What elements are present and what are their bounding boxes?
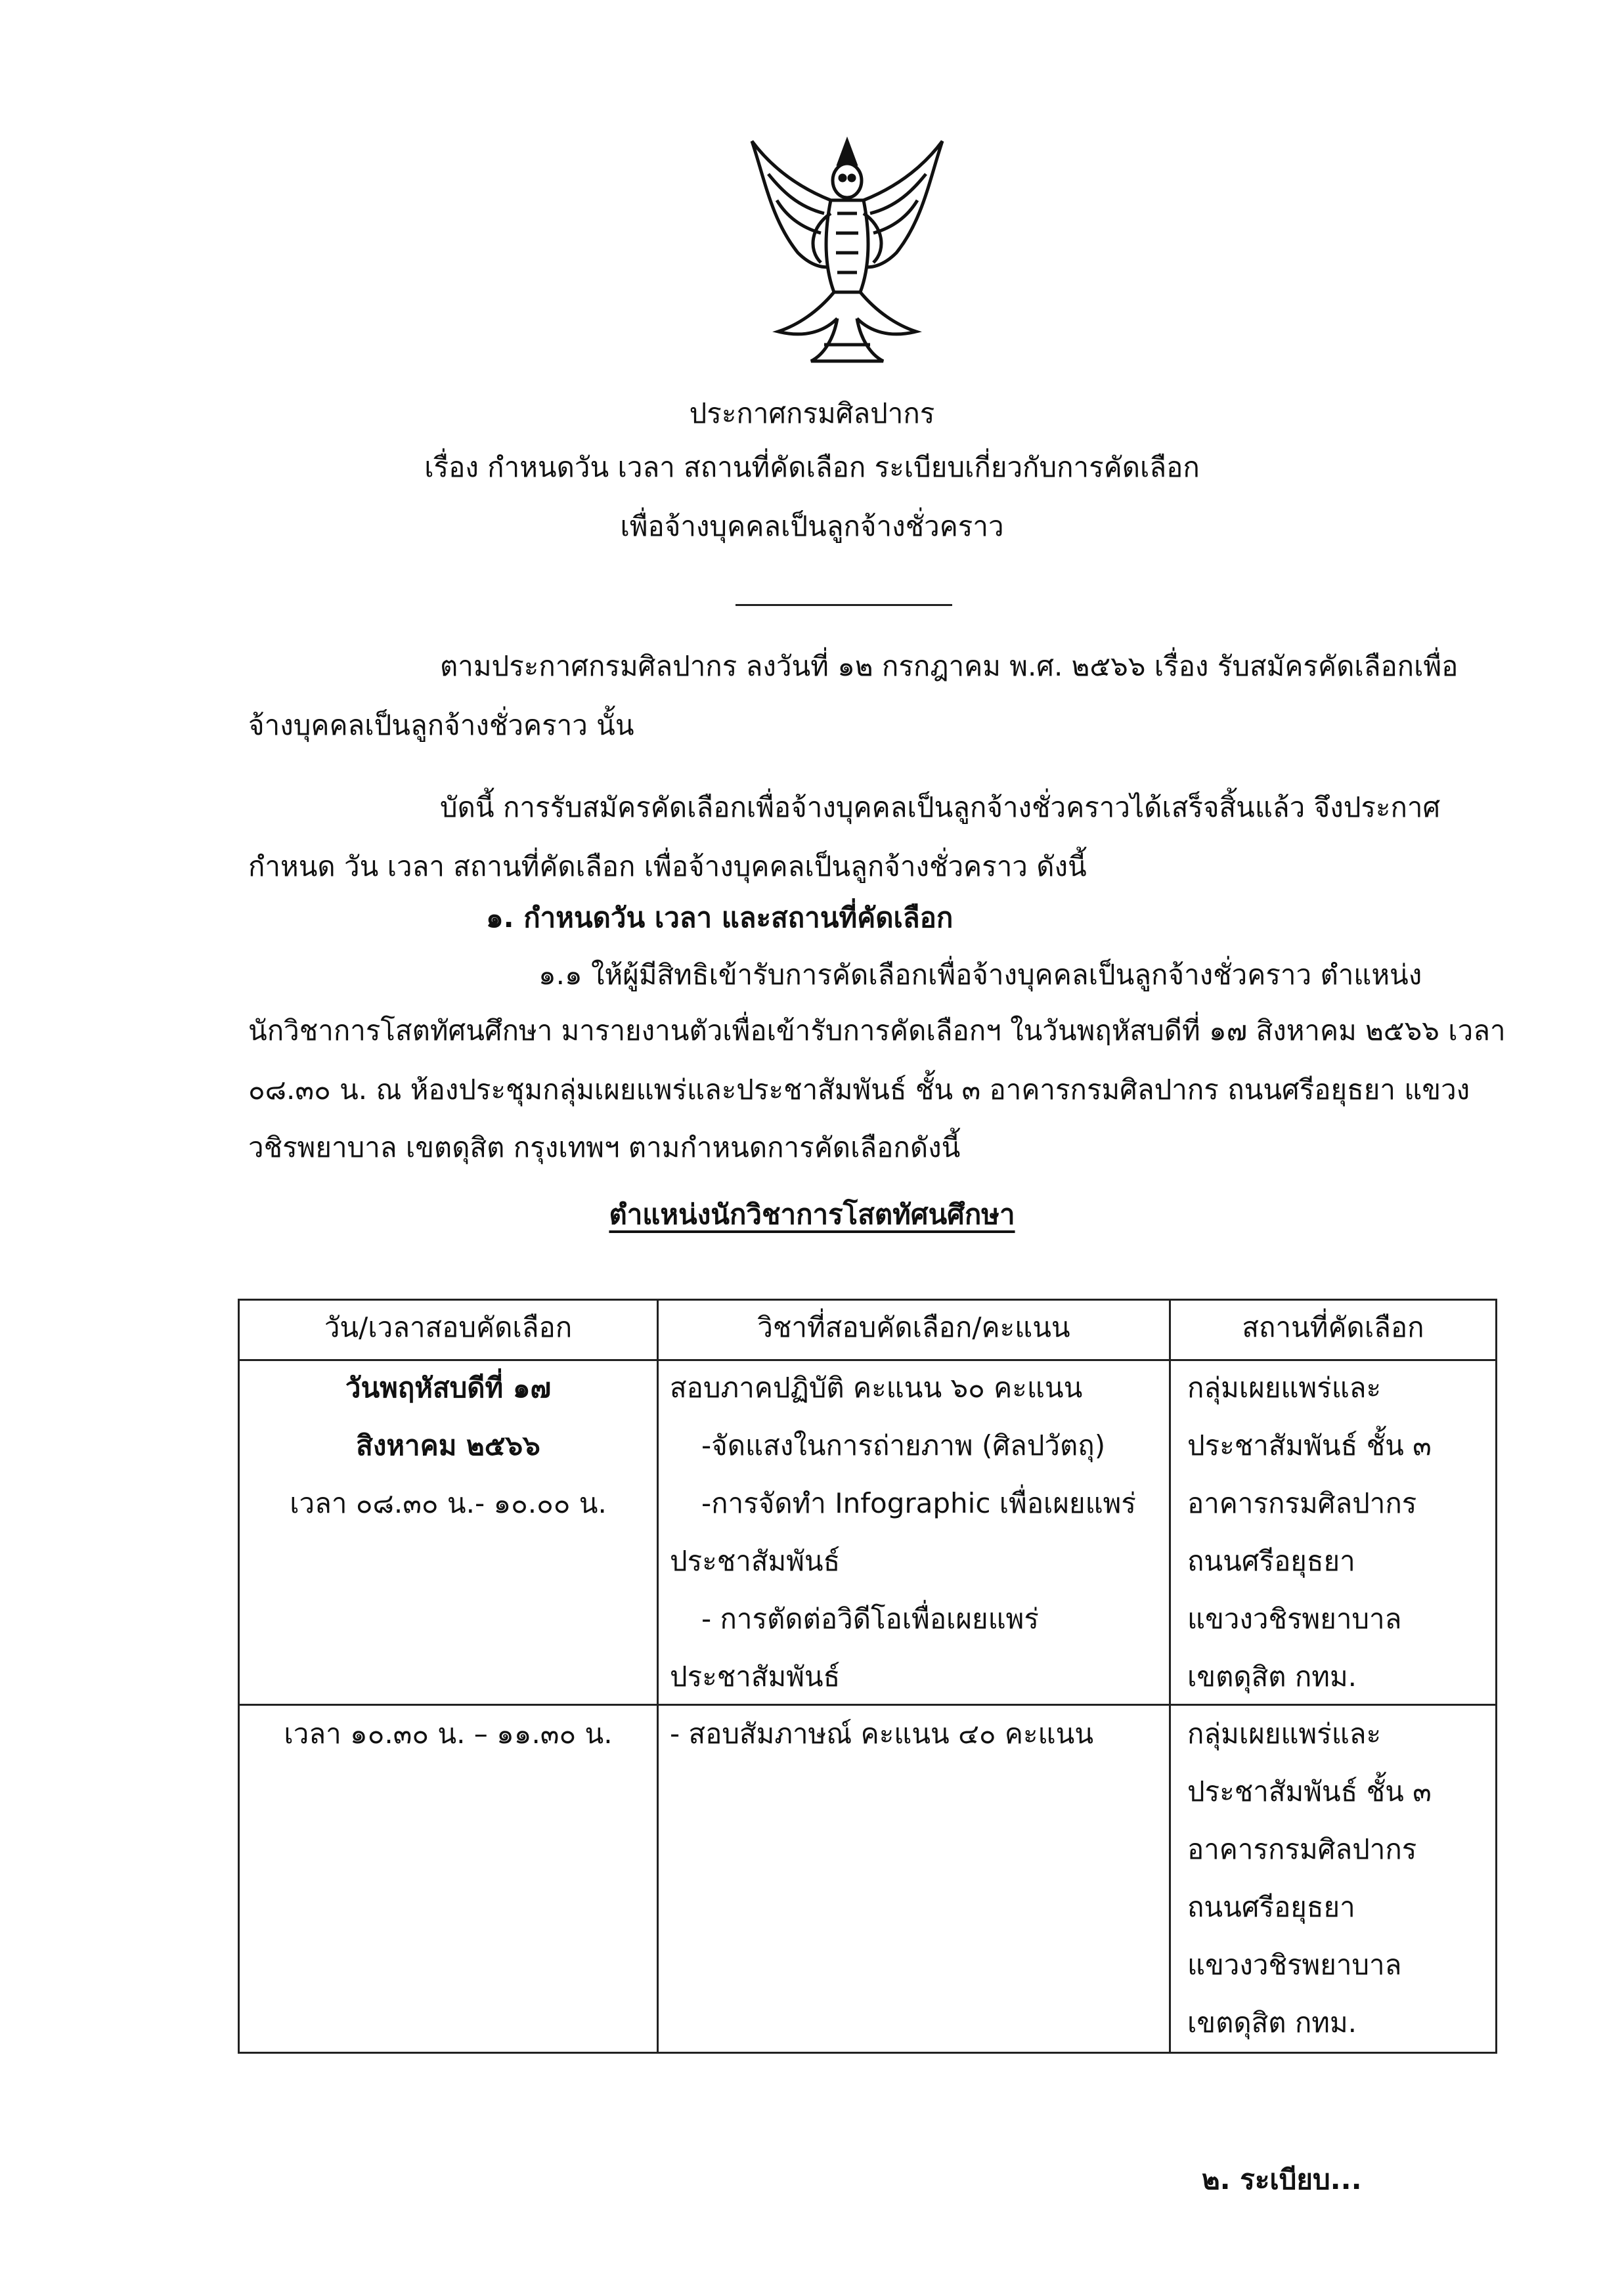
row-1-subject-line: ประชาสัมพันธ์ — [670, 1660, 841, 1693]
row-1-subject-line: -การจัดทำ Infographic เพื่อเผยแพร่ — [701, 1487, 1136, 1519]
row-2-time: เวลา ๑๐.๓๐ น. – ๑๑.๓๐ น. — [284, 1718, 613, 1750]
paragraph-3-line-3: ๐๘.๓๐ น. ณ ห้องประชุมกลุ่มเผยแพร่และประชาสัมพันธ์ ชั้น ๓ อาคารกรมศิลปากร ถนนศรีอยุธยา แขวง — [248, 1073, 1470, 1106]
row-1-location-line: อาคารกรมศิลปากร — [1187, 1487, 1417, 1519]
paragraph-3-line-2: นักวิชาการโสตทัศนศึกษา มารายงานตัวเพื่อเข้ารับการคัดเลือกฯ ในวันพฤหัสบดีที่ ๑๗ สิงหาคม ๒๕๖๖ เวลา — [248, 1014, 1506, 1047]
row-2-location-line: ถนนศรีอยุธยา — [1187, 1891, 1355, 1923]
garuda-emblem-icon — [726, 128, 969, 371]
row-2-location-line: อาคารกรมศิลปากร — [1187, 1833, 1417, 1865]
row-1-subject-line: สอบภาคปฏิบัติ คะแนน ๖๐ คะแนน — [670, 1372, 1083, 1404]
document-org-title: ประกาศกรมศิลปากร — [689, 397, 935, 429]
row-1-location-line: แขวงวชิรพยาบาล — [1187, 1603, 1402, 1635]
row-1-date-line-1: วันพฤหัสบดีที่ ๑๗ — [345, 1372, 552, 1404]
row-1-location-line: กลุ่มเผยแพร่และ — [1187, 1372, 1382, 1404]
row-1-location-line: เขตดุสิต กทม. — [1187, 1660, 1357, 1693]
table-column-divider — [657, 1299, 659, 2054]
row-1-location-line: ถนนศรีอยุธยา — [1187, 1545, 1355, 1577]
table-row-2-date-cell — [240, 1705, 657, 1763]
document-subject-line-1: เรื่อง กำหนดวัน เวลา สถานที่คัดเลือก ระเบียบเกี่ยวกับการคัดเลือก — [424, 451, 1200, 483]
row-1-subject-line: - การตัดต่อวิดีโอเพื่อเผยแพร่ — [701, 1603, 1039, 1635]
table-row-1-location-cell — [1187, 1359, 1432, 1706]
table-header-date: วัน/เวลาสอบคัดเลือก — [324, 1311, 573, 1343]
row-2-location-line: เขตดุสิต กทม. — [1187, 2006, 1357, 2039]
row-1-time: เวลา ๐๘.๓๐ น.- ๑๐.๐๐ น. — [290, 1487, 607, 1519]
table-header-location: สถานที่คัดเลือก — [1242, 1311, 1424, 1343]
row-1-subject-line: -จัดแสงในการถ่ายภาพ (ศิลปวัตถุ) — [701, 1429, 1106, 1462]
continuation-marker: ๒. ระเบียบ... — [1202, 2163, 1362, 2196]
table-row-1-date-cell — [240, 1359, 657, 1532]
row-2-location-line: ประชาสัมพันธ์ ชั้น ๓ — [1187, 1775, 1432, 1808]
row-2-location-line: แขวงวชิรพยาบาล — [1187, 1949, 1402, 1981]
row-1-subject-line: ประชาสัมพันธ์ — [670, 1545, 841, 1577]
paragraph-3-line-1: ๑.๑ ให้ผู้มีสิทธิเข้ารับการคัดเลือกเพื่อจ้างบุคคลเป็นลูกจ้างชั่วคราว ตำแหน่ง — [538, 959, 1422, 991]
section-1-heading: ๑. กำหนดวัน เวลา และสถานที่คัดเลือก — [486, 901, 954, 934]
position-title-text: ตำแหน่งนักวิชาการโสตทัศนศึกษา — [609, 1198, 1015, 1230]
row-1-date-line-2: สิงหาคม ๒๕๖๖ — [356, 1429, 540, 1462]
table-header-subject: วิชาที่สอบคัดเลือก/คะแนน — [757, 1311, 1070, 1343]
table-column-divider — [1169, 1299, 1171, 2054]
paragraph-2-line-1: บัดนี้ การรับสมัครคัดเลือกเพื่อจ้างบุคคลเป็นลูกจ้างชั่วคราวได้เสร็จสิ้นแล้ว จึงประกาศ — [440, 791, 1441, 823]
paragraph-3-line-4: วชิรพยาบาล เขตดุสิต กรุงเทพฯ ตามกำหนดการคัดเลือกดังนี้ — [248, 1131, 961, 1163]
document-subject-line-2: เพื่อจ้างบุคคลเป็นลูกจ้างชั่วคราว — [620, 510, 1004, 542]
row-2-location-line: กลุ่มเผยแพร่และ — [1187, 1718, 1382, 1750]
paragraph-2-line-2: กำหนด วัน เวลา สถานที่คัดเลือก เพื่อจ้างบุคคลเป็นลูกจ้างชั่วคราว ดังนี้ — [248, 850, 1087, 882]
row-1-location-line: ประชาสัมพันธ์ ชั้น ๓ — [1187, 1429, 1432, 1462]
row-2-subject-line: - สอบสัมภาษณ์ คะแนน ๔๐ คะแนน — [670, 1718, 1094, 1750]
position-title — [0, 1195, 1624, 1234]
paragraph-1-line-1: ตามประกาศกรมศิลปากร ลงวันที่ ๑๒ กรกฎาคม พ.ศ. ๒๕๖๖ เรื่อง รับสมัครคัดเลือกเพื่อ — [440, 650, 1459, 682]
table-row-1-subject-cell — [670, 1359, 1136, 1706]
paragraph-1-line-2: จ้างบุคคลเป็นลูกจ้างชั่วคราว นั้น — [248, 709, 634, 741]
header-divider — [735, 604, 952, 606]
table-row-2-subject-cell — [670, 1705, 1093, 1763]
table-row-2-location-cell — [1187, 1705, 1432, 2052]
